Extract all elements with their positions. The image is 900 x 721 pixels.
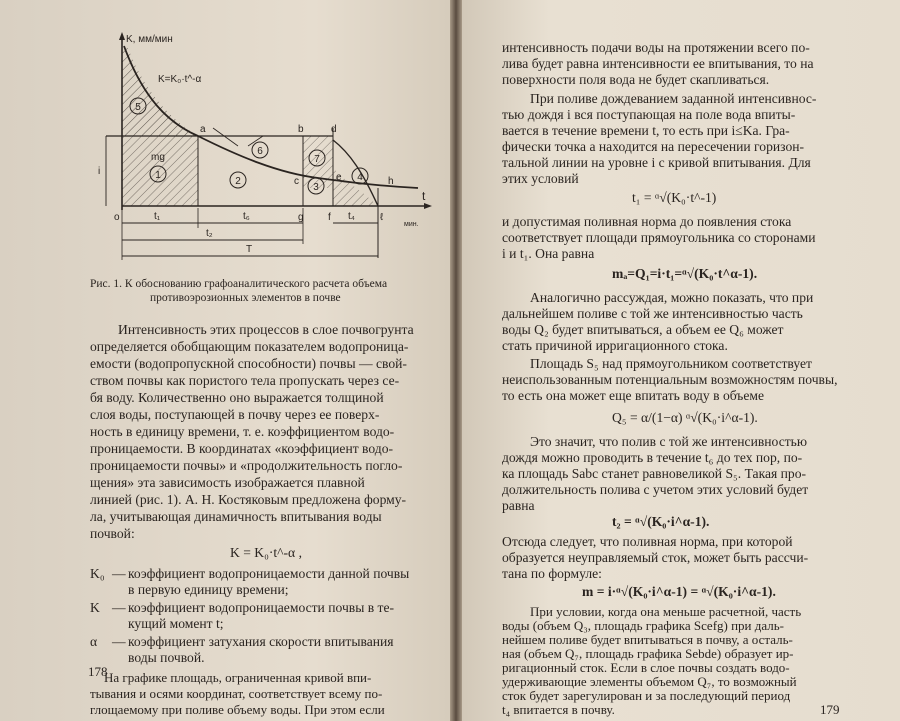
left-para2-line: На графике площадь, ограниченная кривой впи-	[104, 670, 372, 685]
area-label-5: 5	[135, 102, 141, 113]
right-para1-line: лива будет равна интенсивности ее впитывания, то на	[502, 56, 814, 71]
area-label-6: 6	[257, 146, 263, 157]
def-k0-line1: коэффициент водопроницаемости данной почвы	[128, 566, 410, 581]
right-para6-line: удерживающие элементы объемом Q₇, то возможный	[502, 674, 797, 689]
def-k-line2: кущий момент t;	[128, 616, 224, 631]
right-para1-line: вается в течение времени t, то есть при i≤Ka. Гра-	[502, 123, 790, 138]
area-label-mg: mg	[151, 152, 165, 163]
right-para6-line: воды (объем Q₃, площадь графика Scefg) при даль-	[502, 618, 785, 633]
point-h: h	[388, 176, 394, 187]
def-k-dash: —	[112, 600, 126, 615]
right-para6-line: нейшем поливе будет впитываться в почву, а осталь-	[502, 632, 793, 647]
right-para6-line: ригационный сток. Если в слое почвы создать водо-	[502, 660, 790, 675]
right-para2-line: i и t₁. Она равна	[502, 246, 595, 261]
right-para1-line: При поливе дождеванием заданной интенсивнос-	[530, 91, 817, 106]
right-para1-line: поверхности поля вода не будет скапливаться.	[502, 72, 770, 87]
figure-caption-line-2: противоэрозионных элементов в почве	[150, 292, 341, 304]
area-label-1: 1	[155, 170, 161, 181]
left-para1-line: слоя воды, поступающей в почву через ее поверх-	[90, 407, 380, 422]
left-para1-line: ла, учитывающая динамичность впитывания воды	[90, 509, 382, 524]
right-para4-line: дождя можно проводить в течение t₆ до тех пор, по-	[502, 450, 803, 465]
def-k-line1: коэффициент водопроницаемости почвы в те-	[128, 600, 395, 615]
left-para1-line: определяется обобщающим показателем водопроница-	[90, 339, 409, 354]
left-para1-line: бя воду. Количественно оно выражается толщиной	[90, 390, 384, 405]
right-para6-line: t₄ впитается в почву.	[502, 702, 615, 717]
point-a: a	[200, 124, 206, 135]
left-para2-line: тывания и осями координат, соответствует всему по-	[90, 686, 383, 701]
def-alpha-line1: коэффициент затухания скорости впитывания	[128, 634, 394, 649]
right-para2-line: и допустимая поливная норма до появления стока	[502, 214, 792, 229]
def-k-symbol: K	[90, 600, 100, 615]
formula-m2: m = i·ᵅ√(K₀·i^α-1) = ᵅ√(K₀·i^α-1).	[582, 584, 776, 599]
def-k0-dash: —	[112, 566, 126, 581]
point-b: b	[298, 124, 304, 135]
right-para4-line: ка площадь Sabc станет равновеликой S₅. Такая про-	[502, 466, 807, 481]
x-unit-label: мин.	[404, 221, 419, 228]
right-para5-line: образуется неуправляемый сток, может быть рассчи-	[502, 550, 809, 565]
book-gutter	[450, 0, 462, 721]
interval-t4: t₄	[348, 211, 355, 222]
right-para3-line: то есть она может еще впитать воду в объеме	[502, 388, 765, 403]
right-para3-line: дальнейшем поливе с той же интенсивностью часть	[502, 306, 803, 321]
right-page	[462, 0, 900, 721]
right-para6-line: ная (объем Q₇, площадь графика Sebde) образует ир-	[502, 646, 794, 661]
area-label-7: 7	[314, 154, 320, 165]
right-para3-line: стать причиной ирригационного стока.	[502, 338, 728, 353]
def-k0-line2: в первую единицу времени;	[128, 582, 289, 597]
area-label-3: 3	[313, 182, 319, 193]
interval-t6: t₆	[243, 211, 250, 222]
page-number-right: 179	[820, 702, 840, 717]
formula-m: mₐ=Q₁=i·t₁=ᵅ√(K₀·t^α-1).	[612, 266, 758, 281]
interval-T: T	[246, 244, 253, 255]
area-label-4: 4	[357, 172, 363, 183]
left-para1-line: щения» эта зависимость изображается плавной	[90, 475, 365, 490]
left-para1-line: проницаемости почвы» и «продолжительность погло-	[90, 458, 403, 473]
area-5-hatch	[122, 48, 198, 136]
left-para1-line: емости (водопропускной способности) почвы — свой-	[90, 356, 407, 371]
right-para3-line: неиспользованным потенциальным возможностям почвы,	[502, 372, 838, 387]
right-para5-line: тана по формуле:	[502, 566, 602, 581]
right-para5-line: Отсюда следует, что поливная норма, при которой	[502, 534, 793, 549]
point-f: f	[328, 212, 331, 223]
right-para1-line: интенсивность подачи воды на протяжении всего по-	[502, 40, 810, 55]
left-para1-line: почвой:	[90, 526, 135, 541]
right-para6-line: При условии, когда она меньше расчетной, часть	[530, 604, 802, 619]
left-para2-line: глощаемому при поливе объему воды. При этом если	[90, 702, 385, 717]
infiltration-figure	[88, 28, 448, 273]
right-para1-line: этих условий	[502, 171, 579, 186]
def-alpha-symbol: α	[90, 634, 98, 649]
right-para4-line: Это значит, что полив с той же интенсивностью	[530, 434, 808, 449]
formula-q5: Q₅ = α/(1−α) ᵅ√(K₀·i^α-1).	[612, 410, 758, 425]
left-para1-line: ность в единицу времени, т. е. коэффициентом водо-	[90, 424, 395, 439]
page-number-left: 178	[88, 664, 108, 679]
i-label: i	[98, 166, 101, 177]
curve-formula-label: K=K₀·t^-α	[158, 74, 202, 85]
left-para1-line: проницаемости. В координатах «коэффициент водо-	[90, 441, 394, 456]
area-label-2: 2	[235, 176, 241, 187]
right-para3-line: воды Q₂ будет впитываться, а объем ее Q₆ может	[502, 322, 784, 337]
def-alpha-line2: воды почвой.	[128, 650, 205, 665]
left-para1-line: ством почвы как пористого тела пропускать через се-	[90, 373, 400, 388]
point-d: d	[331, 124, 337, 135]
formula-t2: t₂ = ᵅ√(K₀·i^α-1).	[612, 514, 710, 529]
right-para4-line: должительность полива с учетом этих условий будет	[502, 482, 809, 497]
y-axis-label: K, мм/мин	[126, 34, 173, 45]
right-para1-line: тью дождя i вся поступающая на поле вода впиты-	[502, 107, 796, 122]
point-o: o	[114, 212, 120, 223]
formula-t1: t₁ = ᵅ√(K₀·t^-1)	[632, 190, 717, 205]
def-alpha-dash: —	[112, 634, 126, 649]
x-axis-label: t	[422, 189, 426, 203]
right-para3-line: Аналогично рассуждая, можно показать, что при	[530, 290, 814, 305]
right-para1-line: тальной линии на уровне i с кривой впитывания. Для	[502, 155, 811, 170]
point-c: c	[294, 176, 299, 187]
interval-t1: t₁	[154, 211, 161, 222]
point-e: e	[336, 172, 342, 183]
right-para3-line: Площадь S₅ над прямоугольником соответствует	[530, 356, 812, 371]
def-k0-symbol: K₀	[90, 566, 105, 581]
left-para1-line: линией (рис. 1). А. Н. Костяковым предложена форму-	[90, 492, 407, 507]
right-para4-line: равна	[502, 498, 535, 513]
figure-caption-line-1: Рис. 1. К обоснованию графоаналитического расчета объема	[90, 278, 388, 290]
interval-t2: t₂	[206, 228, 213, 239]
right-para1-line: фически точка a находится на пересечении горизон-	[502, 139, 805, 154]
formula-k: K = K₀·t^-α ,	[230, 545, 302, 560]
right-para6-line: сток будет зарегулирован и за последующий период	[502, 688, 791, 703]
point-l: ℓ	[380, 212, 384, 223]
right-para2-line: соответствует площади прямоугольника со сторонами	[502, 230, 816, 245]
left-para1-line: Интенсивность этих процессов в слое почвогрунта	[118, 322, 414, 337]
point-g: g	[298, 212, 304, 223]
